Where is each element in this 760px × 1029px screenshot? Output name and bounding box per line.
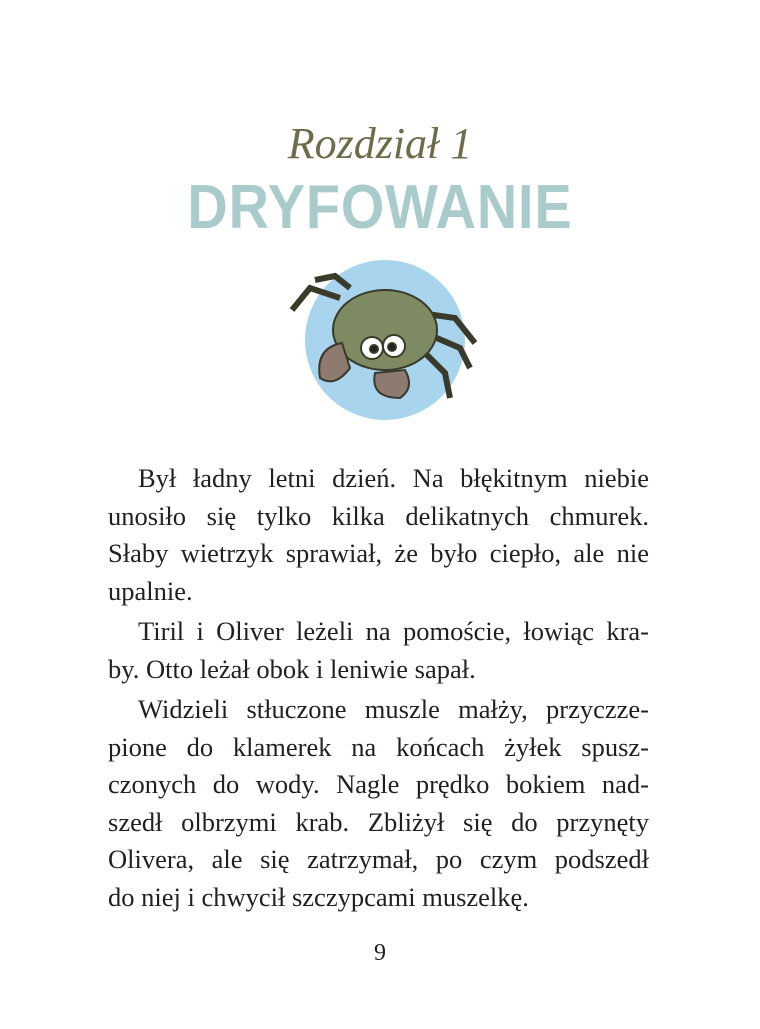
chapter-label: Rozdział 1 bbox=[287, 119, 473, 168]
crab-illustration bbox=[280, 258, 490, 428]
chapter-title: DRYFOWANIE bbox=[187, 173, 573, 242]
paragraph bbox=[108, 613, 649, 688]
text-line: Tiril i Oliver leżeli na pomoście, łowiąc kra- bbox=[138, 616, 649, 646]
text-line: unosiło się tylko kilka delikatnych chmurek. bbox=[108, 500, 649, 531]
text-line: szedł olbrzymi krab. Zbliżył się do przynęty bbox=[108, 806, 649, 837]
text-line: Olivera, ale się zatrzymał, po czym podszedł bbox=[108, 844, 649, 874]
text-line: Widzieli stłuczone muszle małży, przyczze- bbox=[138, 694, 649, 724]
text-line: upalnie. bbox=[108, 575, 193, 606]
text-line: Był ładny letni dzień. Na błękitnym niebie bbox=[138, 463, 649, 493]
paragraph bbox=[108, 460, 649, 610]
text-line: Słaby wietrzyk sprawiał, że było ciepło, ale nie bbox=[108, 538, 649, 568]
text-line: pione do klamerek na końcach żyłek spusz- bbox=[108, 731, 649, 762]
text-line: do niej i chwycił szczypcami muszelkę. bbox=[108, 881, 529, 912]
text-line: by. Otto leżał obok i leniwie sapał. bbox=[108, 653, 476, 684]
page-number: 9 bbox=[374, 940, 386, 966]
text-line: czonych do wody. Nagle prędko bokiem nad- bbox=[108, 769, 649, 799]
paragraph bbox=[108, 691, 649, 916]
body-text bbox=[108, 460, 649, 916]
